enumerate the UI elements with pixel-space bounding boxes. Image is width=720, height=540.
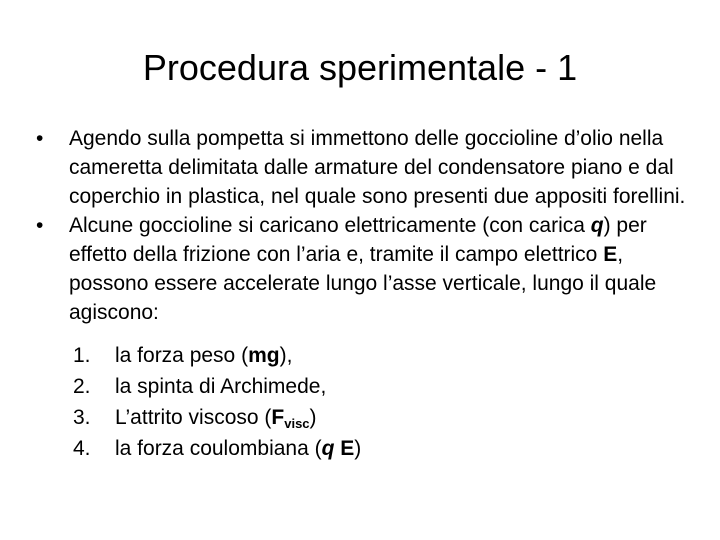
list-text: la forza peso ( (115, 344, 249, 367)
list-text: la spinta di Archimede, (115, 375, 327, 398)
list-number: 3. (73, 406, 91, 429)
bullet-text-part: Alcune goccioline si caricano elettricamente (con carica (69, 214, 591, 237)
slide-content (36, 124, 696, 464)
list-number: 2. (73, 375, 91, 398)
bullet-text-part: , possono essere accelerate lungo l’asse verticale, lungo il quale agiscono: (69, 243, 657, 324)
bullet-text-part: ) per effetto della frizione con l’aria e, tramite il campo elettrico (69, 214, 647, 266)
list-text: ) (354, 437, 362, 460)
list-item (73, 340, 696, 371)
forces-list (36, 340, 696, 464)
charge-symbol: q (321, 437, 335, 460)
list-number: 1. (73, 344, 91, 367)
field-symbol: E (340, 437, 355, 460)
list-text: L’attrito viscoso ( (115, 406, 272, 429)
list-item (73, 371, 696, 402)
force-symbol: F (271, 406, 285, 429)
list-item (73, 402, 696, 433)
bullet-item (36, 124, 696, 211)
field-symbol: E (603, 243, 618, 266)
bullet-item (36, 211, 696, 327)
bullet-marker: • (36, 214, 44, 237)
visc-subscript: visc (284, 416, 310, 431)
list-text: la forza coulombiana ( (115, 437, 322, 460)
list-text: ), (279, 344, 293, 367)
bullet-text: Agendo sulla pompetta si immettono delle goccioline d’olio nella cameretta delimitata dalle armature del condensatore piano e dal coperchio in plastica, nel quale sono presenti due appositi forellini. (69, 127, 686, 208)
charge-symbol: q (590, 214, 604, 237)
slide-title: Procedura sperimentale - 1 (142, 47, 578, 88)
bullet-marker: • (36, 127, 44, 150)
list-number: 4. (73, 437, 91, 460)
list-item (73, 433, 696, 464)
list-text: ) (309, 406, 317, 429)
mg-symbol: mg (248, 344, 280, 367)
